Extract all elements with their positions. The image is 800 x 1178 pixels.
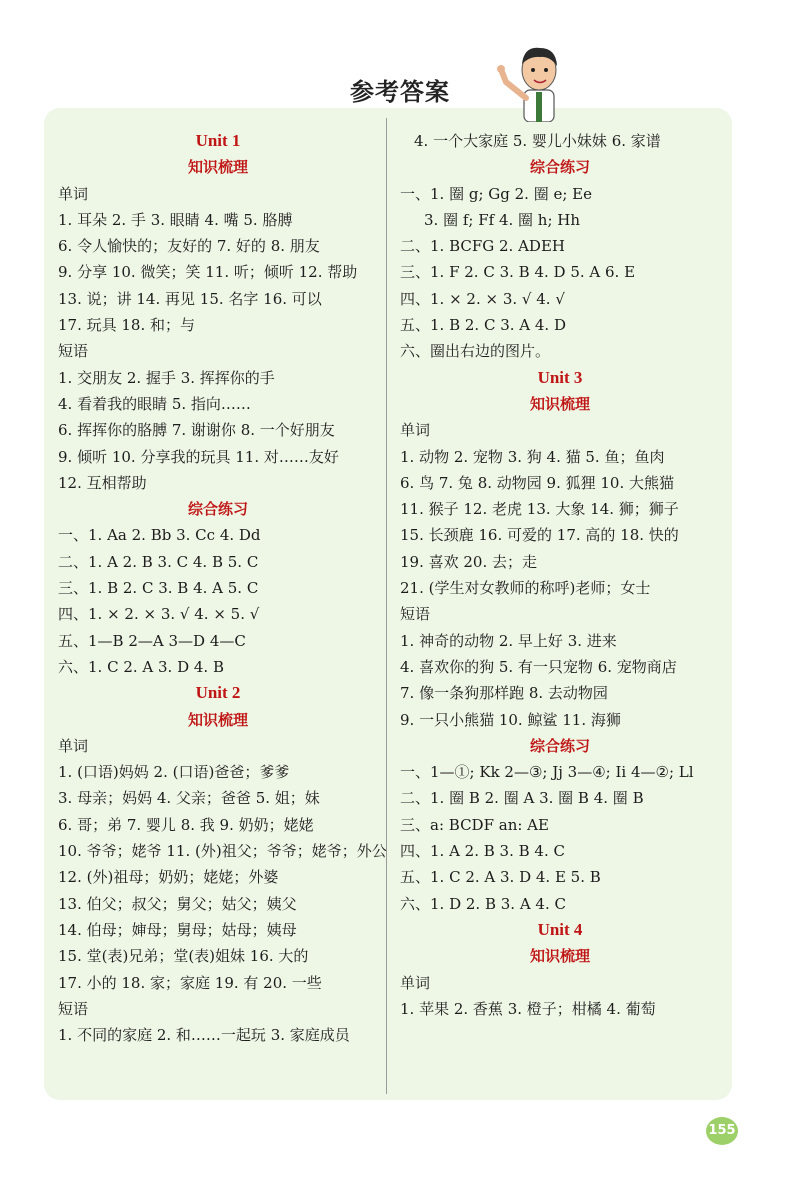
answer-line: 13. 说；讲 14. 再见 15. 名字 16. 可以 [58, 289, 322, 308]
answer-line: 15. 堂(表)兄弟；堂(表)姐妹 16. 大的 [58, 947, 309, 966]
answer-line: 单词 [58, 184, 89, 203]
answer-line: 11. 猴子 12. 老虎 13. 大象 14. 狮；狮子 [400, 500, 679, 519]
unit-heading: Unit 3 [537, 367, 583, 387]
unit-heading: Unit 2 [195, 683, 241, 703]
answer-line: 六、1. D 2. B 3. A 4. C [400, 894, 566, 913]
answer-line: 3. 母亲；妈妈 4. 父亲；爸爸 5. 姐；妹 [58, 789, 320, 808]
answer-line: 4. 喜欢你的狗 5. 有一只宠物 6. 宠物商店 [400, 657, 677, 676]
unit-heading: Unit 4 [537, 919, 583, 939]
answer-line: 17. 小的 18. 家；家庭 19. 有 20. 一些 [58, 973, 322, 992]
answer-line: 短语 [400, 605, 431, 624]
answer-line: 12. 互相帮助 [58, 473, 147, 492]
boy-mascot-icon [492, 42, 576, 122]
answer-line: 1. 交朋友 2. 握手 3. 挥挥你的手 [58, 368, 275, 387]
answer-line: 7. 像一条狗那样跑 8. 去动物园 [400, 684, 608, 703]
section-heading: 知识梳理 [529, 947, 590, 966]
answer-line: 一、1. 圈 g; Gg 2. 圈 e; Ee [400, 184, 592, 203]
answer-line: 1. (口语)妈妈 2. (口语)爸爸；爹爹 [58, 763, 290, 782]
answer-line: 四、1. A 2. B 3. B 4. C [400, 842, 565, 861]
answer-line: 6. 哥；弟 7. 婴儿 8. 我 9. 奶奶；姥姥 [58, 815, 314, 834]
answer-line: 6. 鸟 7. 兔 8. 动物园 9. 狐狸 10. 大熊猫 [400, 473, 675, 492]
answer-line: 4. 看着我的眼睛 5. 指向…… [58, 394, 251, 413]
answer-line: 单词 [58, 736, 89, 755]
answer-line: 一、1. Aa 2. Bb 3. Cc 4. Dd [58, 526, 261, 545]
answer-line: 1. 动物 2. 宠物 3. 狗 4. 猫 5. 鱼；鱼肉 [400, 447, 665, 466]
answer-line: 1. 耳朵 2. 手 3. 眼睛 4. 嘴 5. 胳膊 [58, 210, 293, 229]
section-heading: 知识梳理 [187, 158, 248, 177]
answer-line: 单词 [400, 421, 431, 440]
answer-line: 单词 [400, 973, 431, 992]
column-divider [386, 118, 387, 1094]
answer-line: 19. 喜欢 20. 去；走 [400, 552, 538, 571]
answer-line: 4. 一个大家庭 5. 婴儿小妹妹 6. 家谱 [414, 132, 661, 150]
right-column [400, 128, 720, 1022]
answer-line: 1. 苹果 2. 香蕉 3. 橙子；柑橘 4. 葡萄 [400, 999, 656, 1018]
answer-line: 五、1—B 2—A 3—D 4—C [58, 631, 246, 650]
page-title: 参考答案 [350, 78, 450, 106]
answer-line: 一、1—①; Kk 2—③; Jj 3—④; Ii 4—②; Ll [400, 763, 694, 782]
answer-line: 二、1. BCFG 2. ADEH [400, 237, 565, 256]
answer-line: 二、1. A 2. B 3. C 4. B 5. C [58, 552, 259, 571]
answer-line: 五、1. B 2. C 3. A 4. D [400, 316, 566, 335]
answer-line: 五、1. C 2. A 3. D 4. E 5. B [400, 868, 601, 887]
answer-line: 14. 伯母；婶母；舅母；姑母；姨母 [58, 920, 297, 939]
answer-line: 四、1. × 2. × 3. √ 4. × 5. √ [58, 605, 260, 624]
answer-line: 9. 分享 10. 微笑；笑 11. 听；倾听 12. 帮助 [58, 263, 358, 282]
answer-line: 1. 神奇的动物 2. 早上好 3. 进来 [400, 631, 617, 650]
answer-line: 9. 倾听 10. 分享我的玩具 11. 对……友好 [58, 447, 339, 466]
answer-line: 15. 长颈鹿 16. 可爱的 17. 高的 18. 快的 [400, 526, 679, 545]
page-number: 155 [706, 1117, 738, 1145]
answer-line: 六、1. C 2. A 3. D 4. B [58, 657, 224, 676]
section-heading: 知识梳理 [529, 394, 590, 413]
answer-line: 13. 伯父；叔父；舅父；姑父；姨父 [58, 894, 297, 913]
left-column [58, 128, 387, 1048]
answer-line: 21. (学生对女教师的称呼)老师；女士 [400, 579, 651, 598]
section-heading: 综合练习 [529, 736, 590, 755]
answer-line: 短语 [58, 342, 89, 361]
answer-line: 二、1. 圈 B 2. 圈 A 3. 圈 B 4. 圈 B [400, 789, 644, 808]
unit-heading: Unit 1 [195, 131, 241, 150]
answer-line: 三、1. F 2. C 3. B 4. D 5. A 6. E [400, 263, 636, 282]
answer-line: 17. 玩具 18. 和；与 [58, 316, 196, 335]
answer-line: 四、1. × 2. × 3. √ 4. √ [400, 289, 565, 308]
answer-line: 三、a: BCDF an: AE [400, 815, 549, 834]
answer-line: 9. 一只小熊猫 10. 鲸鲨 11. 海狮 [400, 710, 621, 729]
answer-line: 6. 令人愉快的；友好的 7. 好的 8. 朋友 [58, 237, 320, 256]
answer-line: 1. 不同的家庭 2. 和……一起玩 3. 家庭成员 [58, 1026, 350, 1045]
section-heading: 综合练习 [529, 158, 590, 177]
answer-line: 六、圈出右边的图片。 [400, 342, 551, 361]
answer-line: 12. (外)祖母；奶奶；姥姥；外婆 [58, 868, 279, 887]
answer-line: 10. 爷爷；姥爷 11. (外)祖父；爷爷；姥爷；外公 [58, 842, 387, 861]
answer-line: 6. 挥挥你的胳膊 7. 谢谢你 8. 一个好朋友 [58, 421, 335, 440]
section-heading: 知识梳理 [187, 710, 248, 729]
section-heading: 综合练习 [187, 500, 248, 519]
answer-line: 3. 圈 f; Ff 4. 圈 h; Hh [424, 210, 581, 229]
answer-line: 短语 [58, 999, 89, 1018]
answer-line: 三、1. B 2. C 3. B 4. A 5. C [58, 579, 259, 598]
